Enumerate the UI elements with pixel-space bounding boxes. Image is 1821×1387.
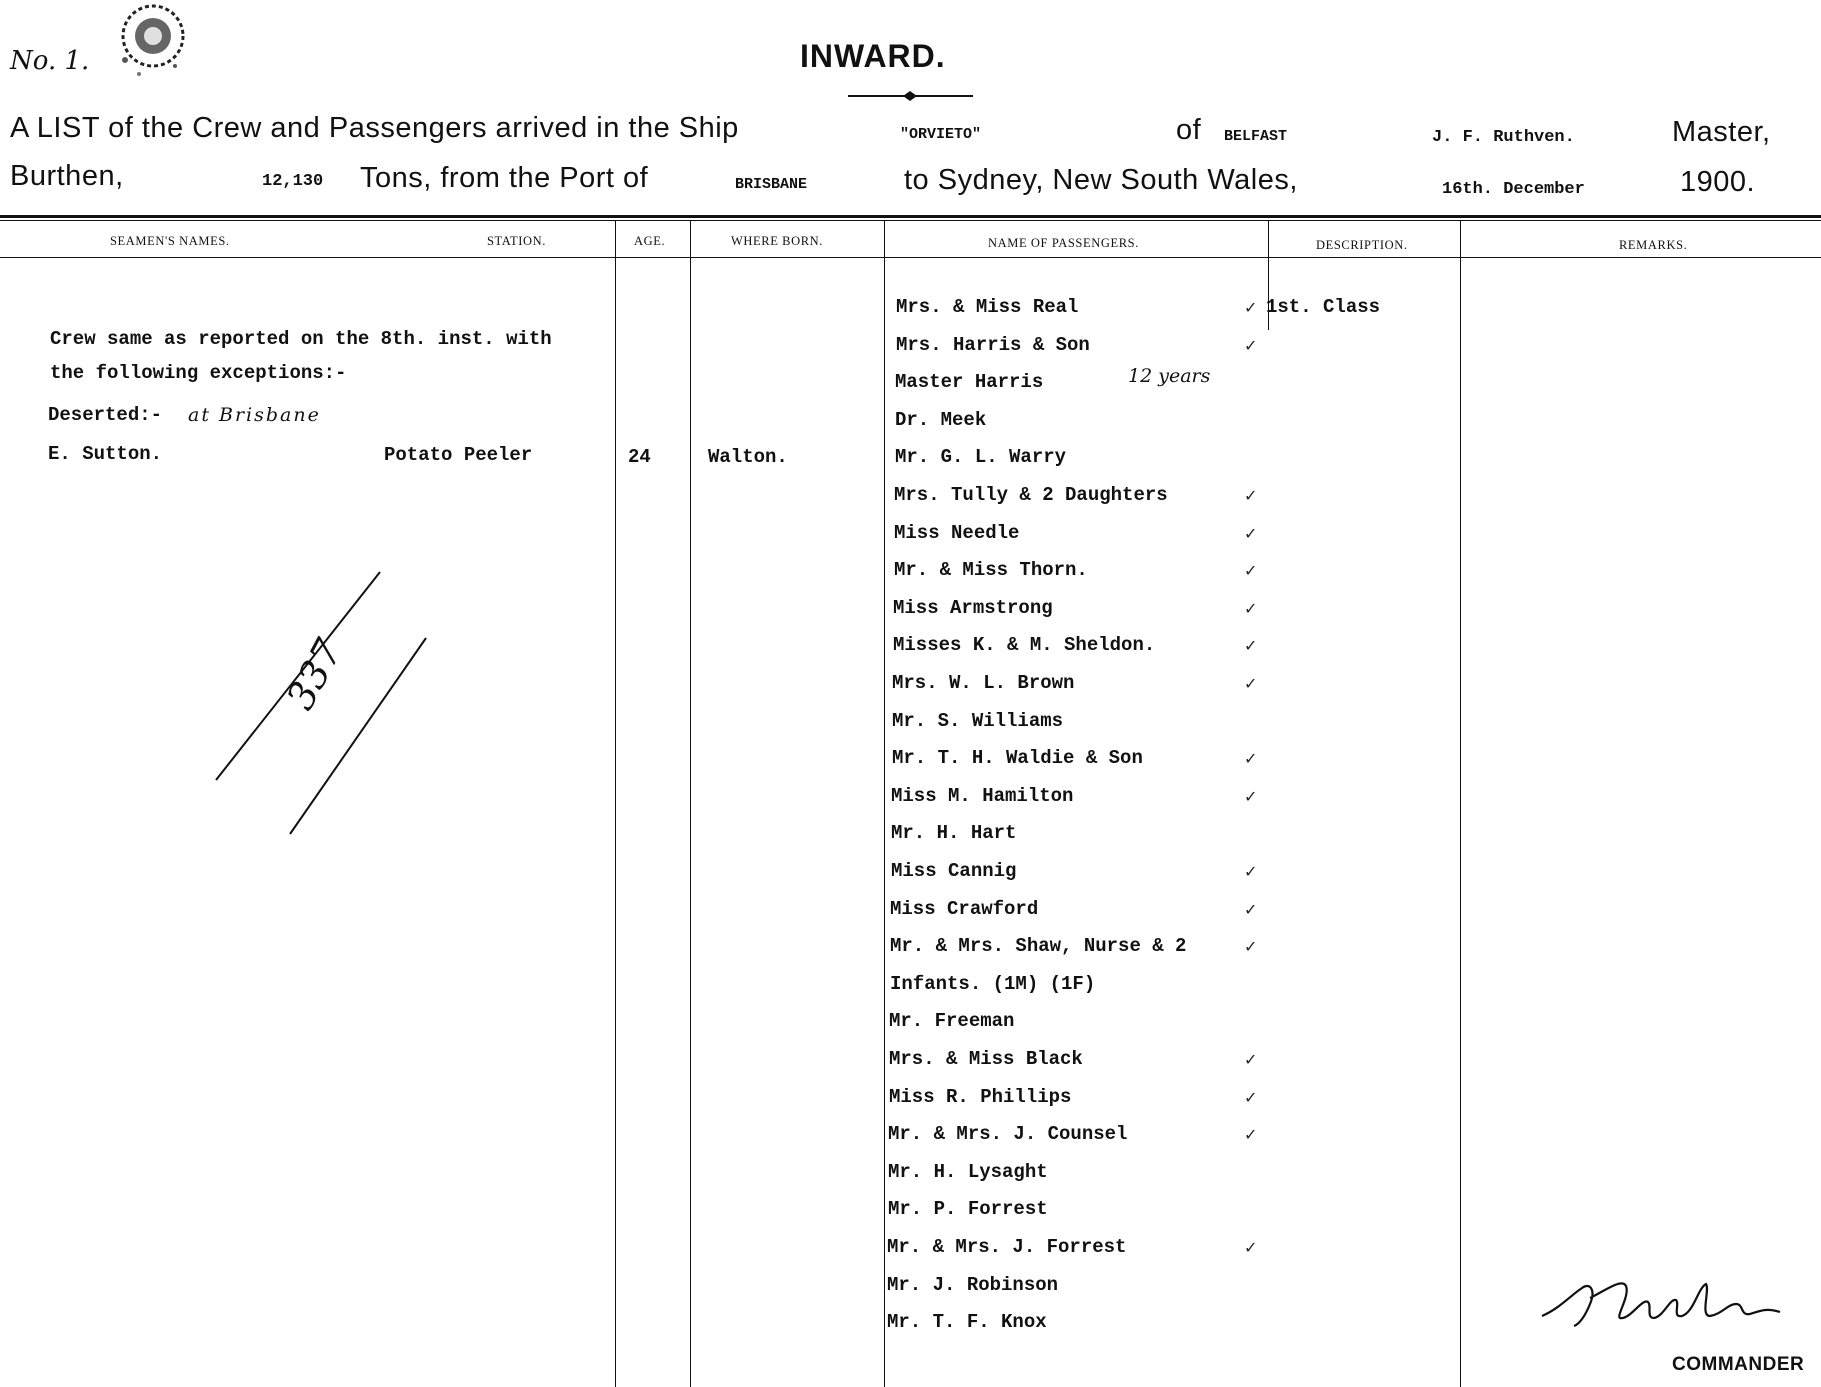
burthen-value: 12,130 xyxy=(262,172,324,191)
check-mark-icon: ✓ xyxy=(1244,862,1258,881)
column-header-bottom-rule xyxy=(0,257,1821,258)
deserted-label: Deserted:- xyxy=(48,404,163,426)
arrival-date: 16th. December xyxy=(1442,180,1585,199)
check-mark-icon: ✓ xyxy=(1244,787,1258,806)
list-heading-prefix: A LIST of the Crew and Passengers arrived in the Ship xyxy=(10,112,739,144)
title-ornament xyxy=(848,90,973,102)
check-mark-icon: ✓ xyxy=(1244,1050,1258,1069)
check-mark-icon: ✓ xyxy=(1244,336,1258,355)
passenger-name: Mrs. & Miss Real xyxy=(896,296,1079,318)
header-top-rule xyxy=(0,215,1821,218)
passenger-name: Mrs. Tully & 2 Daughters xyxy=(894,484,1168,506)
passenger-name: Master Harris xyxy=(895,371,1044,393)
check-mark-icon: ✓ xyxy=(1244,561,1258,580)
column-divider-remarks xyxy=(1460,220,1461,1387)
document-title: INWARD. xyxy=(800,38,946,74)
check-mark-icon: ✓ xyxy=(1244,636,1258,655)
col-header-age: AGE. xyxy=(634,234,666,248)
burthen-label: Burthen, xyxy=(10,160,124,192)
commander-label: COMMANDER xyxy=(1672,1354,1805,1375)
check-mark-icon: ✓ xyxy=(1244,524,1258,543)
passenger-name: Infants. (1M) (1F) xyxy=(890,973,1096,995)
passenger-name: Miss Cannig xyxy=(891,860,1017,882)
passenger-name: Mr. & Miss Thorn. xyxy=(894,559,1088,581)
check-mark-icon: ✓ xyxy=(1244,1088,1258,1107)
passenger-name: Miss Crawford xyxy=(890,898,1039,920)
from-port: BRISBANE xyxy=(735,176,808,193)
column-divider-age-right xyxy=(690,220,691,1387)
master-label: Master, xyxy=(1672,116,1771,148)
check-mark-icon: ✓ xyxy=(1244,486,1258,505)
passenger-name: Miss Armstrong xyxy=(893,597,1053,619)
form-number: No. 1. xyxy=(10,46,90,76)
crew-note-line-1: Crew same as reported on the 8th. inst. with xyxy=(50,328,552,350)
passenger-name: Mr. S. Williams xyxy=(892,710,1064,732)
passenger-name: Mr. Freeman xyxy=(889,1010,1015,1032)
passenger-name: Mrs. Harris & Son xyxy=(896,334,1090,356)
seaman-station: Potato Peeler xyxy=(384,444,533,466)
column-divider-passengers xyxy=(884,220,885,1387)
passenger-name: Dr. Meek xyxy=(895,409,987,431)
passenger-name: Miss M. Hamilton xyxy=(891,785,1074,807)
col-header-seamen-names: SEAMEN'S NAMES. xyxy=(110,234,230,248)
check-mark-icon: ✓ xyxy=(1244,937,1258,956)
passenger-name: Mr. H. Hart xyxy=(891,822,1017,844)
col-header-passengers: NAME OF PASSENGERS. xyxy=(988,236,1139,250)
ship-name: "ORVIETO" xyxy=(900,126,982,143)
passenger-name: Miss R. Phillips xyxy=(889,1086,1072,1108)
seaman-age: 24 xyxy=(628,446,651,468)
passenger-name: Mrs. & Miss Black xyxy=(889,1048,1083,1070)
passenger-name: Misses K. & M. Sheldon. xyxy=(893,634,1156,656)
header-top-rule-thin xyxy=(0,220,1821,221)
check-mark-icon: ✓ xyxy=(1244,900,1258,919)
check-mark-icon: ✓ xyxy=(1244,1238,1258,1257)
destination-label: to Sydney, New South Wales, xyxy=(904,164,1298,196)
of-label: of xyxy=(1176,114,1202,146)
col-header-description: DESCRIPTION. xyxy=(1316,238,1408,252)
tons-from-port-label: Tons, from the Port of xyxy=(360,162,649,194)
passenger-handwritten-note: 12 years xyxy=(1128,365,1211,387)
crew-note-line-2: the following exceptions:- xyxy=(50,362,347,384)
col-header-station: STATION. xyxy=(487,234,547,248)
commander-signature xyxy=(1530,1268,1790,1338)
arrival-year: 1900. xyxy=(1680,166,1756,198)
passenger-name: Mr. & Mrs. J. Counsel xyxy=(888,1123,1128,1145)
seaman-name: E. Sutton. xyxy=(48,443,163,465)
col-header-where-born: WHERE BORN. xyxy=(731,234,824,248)
check-mark-icon: ✓ xyxy=(1244,599,1258,618)
passenger-name: Mr. & Mrs. J. Forrest xyxy=(887,1236,1127,1258)
passenger-name: Mr. T. F. Knox xyxy=(887,1311,1047,1333)
check-mark-icon: ✓ xyxy=(1244,298,1258,317)
annotation-number: 337 xyxy=(278,631,351,717)
official-stamp xyxy=(95,0,205,90)
passenger-name: Mr. T. H. Waldie & Son xyxy=(892,747,1143,769)
column-divider-age-left xyxy=(615,220,616,1387)
deserted-location-note: at Brisbane xyxy=(188,404,321,426)
passenger-name: Mr. H. Lysaght xyxy=(888,1161,1048,1183)
passenger-name: Mr. & Mrs. Shaw, Nurse & 2 xyxy=(890,935,1187,957)
port-of-registry: BELFAST xyxy=(1224,128,1288,145)
seaman-birthplace: Walton. xyxy=(708,446,788,468)
master-name: J. F. Ruthven. xyxy=(1432,128,1575,147)
check-mark-icon: ✓ xyxy=(1244,674,1258,693)
passenger-name: Mrs. W. L. Brown xyxy=(892,672,1075,694)
check-mark-icon: ✓ xyxy=(1244,749,1258,768)
check-mark-icon: ✓ xyxy=(1244,1125,1258,1144)
passenger-name: Miss Needle xyxy=(894,522,1020,544)
col-header-remarks: REMARKS. xyxy=(1619,238,1688,252)
passenger-name: Mr. P. Forrest xyxy=(888,1198,1048,1220)
passenger-name: Mr. G. L. Warry xyxy=(895,446,1067,468)
passenger-name: Mr. J. Robinson xyxy=(887,1274,1059,1296)
passenger-description: 1st. Class xyxy=(1266,296,1381,318)
